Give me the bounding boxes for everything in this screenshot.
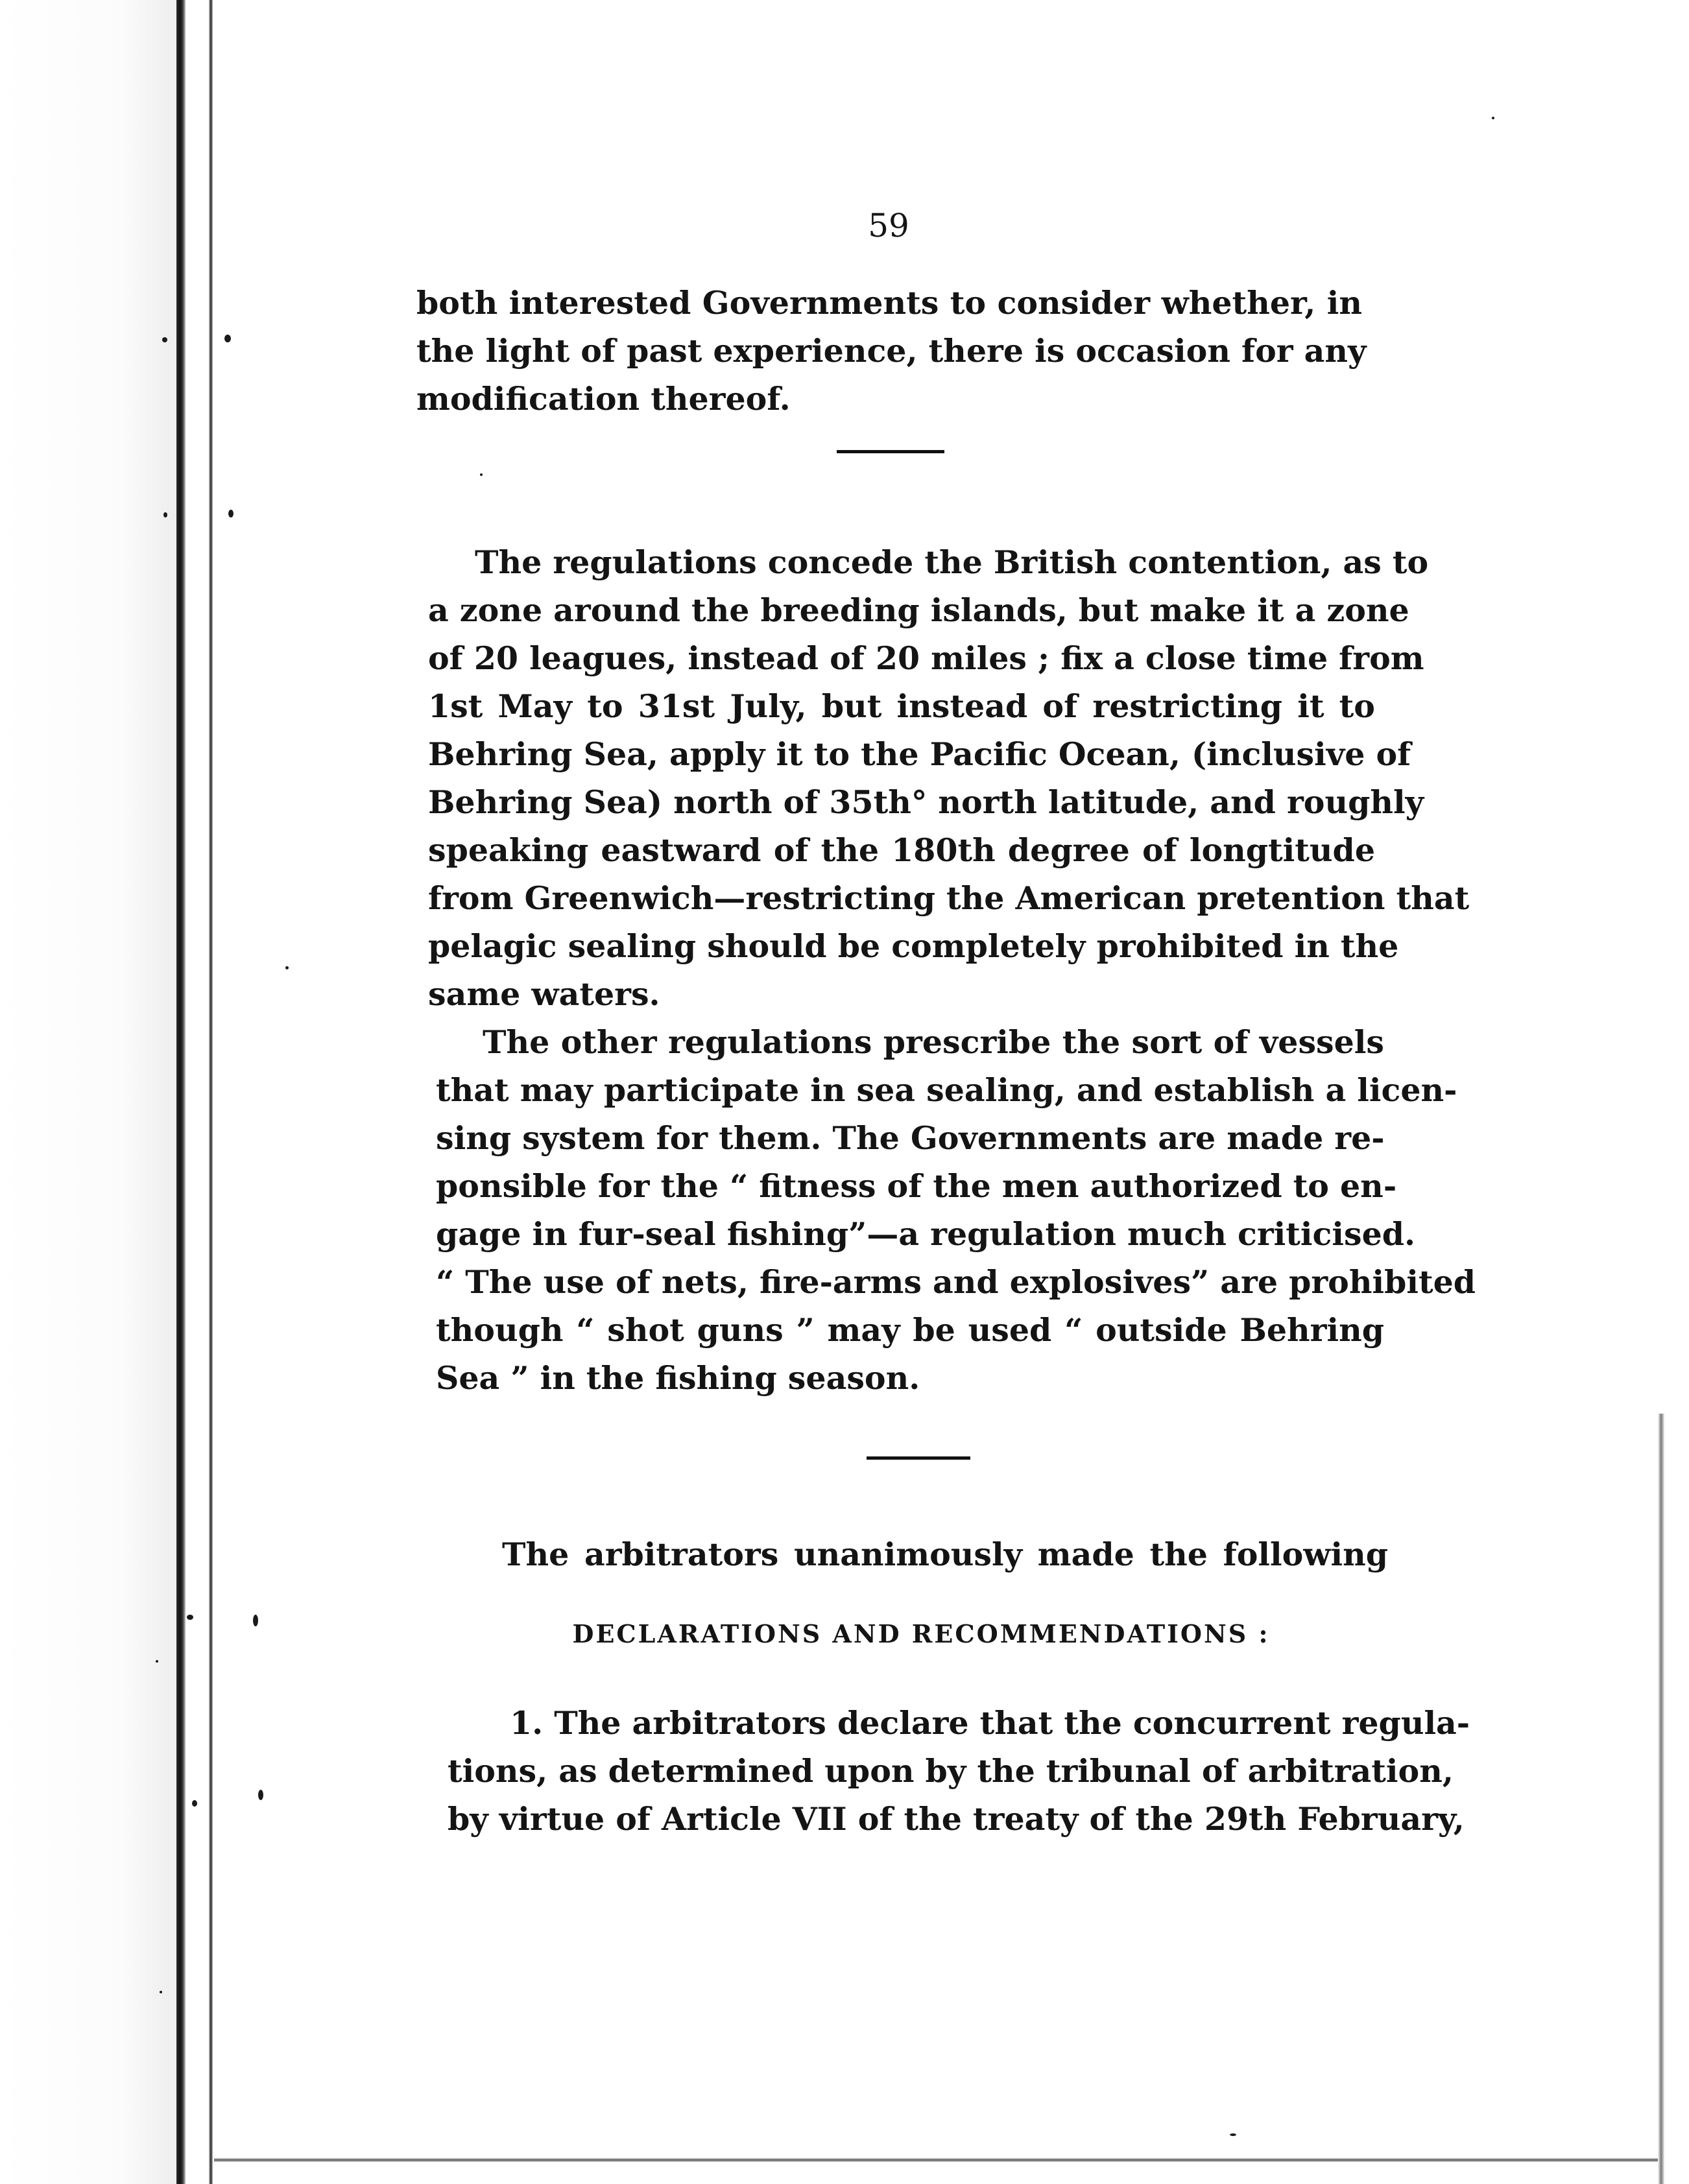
page-right-edge — [1658, 1414, 1664, 2184]
paragraph-other-regulations — [436, 1018, 1476, 1402]
text-line: The other regulations prescribe the sort of vessels — [483, 1023, 1384, 1061]
section-heading: DECLARATIONS AND RECOMMENDATIONS : — [572, 1619, 1270, 1648]
paragraph-declaration-1 — [448, 1699, 1470, 1843]
text-line: 1st May to 31st July, but instead of restricting it to — [428, 687, 1375, 725]
paragraph-regulations — [428, 538, 1470, 1018]
text-line: Behring Sea) north of 35th° north latitude, and roughly — [428, 783, 1424, 821]
text-line: both interested Governments to consider whether, in — [416, 284, 1362, 322]
text-line: ponsible for the “ fitness of the men authorized to en- — [436, 1167, 1397, 1205]
text-line: that may participate in sea sealing, and establish a licen- — [436, 1071, 1457, 1109]
page-gutter — [0, 0, 176, 2184]
paragraph-continuation — [416, 279, 1367, 423]
text-line: The arbitrators unanimously made the following — [502, 1536, 1388, 1573]
text-line: though “ shot guns ” may be used “ outside Behring — [436, 1311, 1384, 1349]
paragraph-arbitrators — [502, 1530, 1388, 1578]
text-line: a zone around the breeding islands, but make it a zone — [428, 591, 1409, 629]
text-line: Sea ” in the fishing season. — [436, 1359, 920, 1397]
binding-edge-inner — [209, 0, 213, 2184]
text-line: “ The use of nets, fire-arms and explosives” are prohibited — [436, 1263, 1476, 1301]
text-line: modification thereof. — [416, 380, 791, 418]
text-line: Behring Sea, apply it to the Pacific Ocean, (inclusive of — [428, 735, 1411, 773]
text-line: from Greenwich—restricting the American pretention that — [428, 879, 1470, 917]
text-line: the light of past experience, there is occasion for any — [416, 332, 1367, 370]
text-line: by virtue of Article VII of the treaty of the 29th February, — [448, 1800, 1465, 1838]
text-line: The regulations concede the British contention, as to — [475, 543, 1429, 581]
text-line: same waters. — [428, 975, 660, 1013]
text-line: 1. The arbitrators declare that the concurrent regula- — [510, 1704, 1470, 1742]
text-line: gage in fur-seal fishing”—a regulation much criticised. — [436, 1215, 1416, 1253]
page-number: 59 — [868, 207, 909, 244]
text-line: sing system for them. The Governments are made re- — [436, 1119, 1385, 1157]
text-line: speaking eastward of the 180th degree of longtitude — [428, 831, 1375, 869]
text-line: of 20 leagues, instead of 20 miles ; fix a close time from — [428, 639, 1424, 677]
section-divider — [867, 1456, 970, 1460]
page-bottom-edge — [214, 2158, 1658, 2162]
text-line: tions, as determined upon by the tribunal of arbitration, — [448, 1752, 1454, 1790]
text-line: pelagic sealing should be completely prohibited in the — [428, 927, 1399, 965]
binding-edge — [176, 0, 186, 2184]
section-divider — [837, 450, 944, 453]
